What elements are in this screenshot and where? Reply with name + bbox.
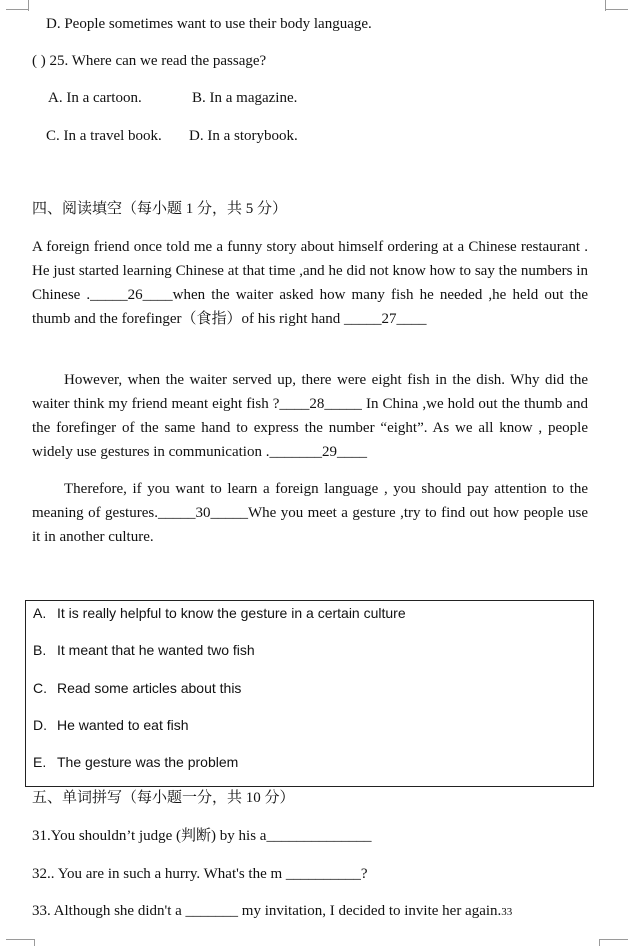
option-key: D. (33, 717, 47, 733)
passage-paragraph-3: Therefore, if you want to learn a foreign language , you should pay attention to the meaning of gestures._____30_____Whe you meet a gesture ,try to find out how people use it in another culture. (32, 481, 588, 545)
section-5-title: 五、单词拼写（每小题一分，共 10 分） (32, 790, 295, 806)
option-d-prev-question: D. People sometimes want to use their body language. (46, 16, 372, 32)
q25-option-b: B. In a magazine. (192, 90, 298, 106)
section-4-title: 四、阅读填空（每小题 1 分，共 5 分） (32, 201, 288, 217)
option-key: C. (33, 680, 47, 696)
page-corner-mark (605, 0, 628, 11)
question-25: ( ) 25. Where can we read the passage? (32, 53, 267, 69)
option-e (33, 752, 238, 772)
question-31: 31.You shouldn’t judge (判断) by his a______________ (32, 828, 372, 844)
option-key: B. (33, 642, 47, 658)
options-box (25, 600, 594, 787)
option-a (33, 603, 406, 623)
page-corner-mark (6, 0, 29, 11)
question-33 (32, 901, 512, 922)
option-key: E. (33, 754, 47, 770)
q25-option-c: C. In a travel book. (46, 128, 162, 144)
option-text: Read some articles about this (57, 680, 242, 696)
question-33-tail: 33 (501, 906, 513, 918)
question-32: 32.. You are in such a hurry. What's the m __________? (32, 866, 368, 882)
option-c (33, 678, 241, 698)
option-key: A. (33, 605, 47, 621)
passage-paragraph-1: A foreign friend once told me a funny story about himself ordering at a Chinese restaurant . He just started learning Chinese at that time ,and he did not know how to say the numbers in Chinese ._____26____when the waiter asked how many fish he needed ,he held out the thumb and the forefinger（食指）of his right hand _____27____ (32, 239, 588, 327)
option-text: The gesture was the problem (57, 754, 239, 770)
question-33-text: 33. Although she didn't a _______ my invitation, I decided to invite her again. (32, 903, 502, 919)
option-text: He wanted to eat fish (57, 717, 189, 733)
passage-paragraph-2: However, when the waiter served up, there were eight fish in the dish. Why did the waiter think my friend meant eight fish ?____28_____ In China ,we hold out the thumb and the forefinger of the same hand to express the number “eight”. As we all know , people widely use gestures in communication ._______29____ (32, 372, 588, 460)
option-d (33, 715, 189, 735)
page-corner-mark (599, 939, 628, 946)
option-text: It meant that he wanted two fish (57, 642, 255, 658)
page-corner-mark (6, 939, 35, 946)
option-text: It is really helpful to know the gesture in a certain culture (57, 605, 406, 621)
q25-option-a: A. In a cartoon. (48, 90, 142, 106)
q25-option-d: D. In a storybook. (189, 128, 298, 144)
option-b (33, 640, 255, 660)
